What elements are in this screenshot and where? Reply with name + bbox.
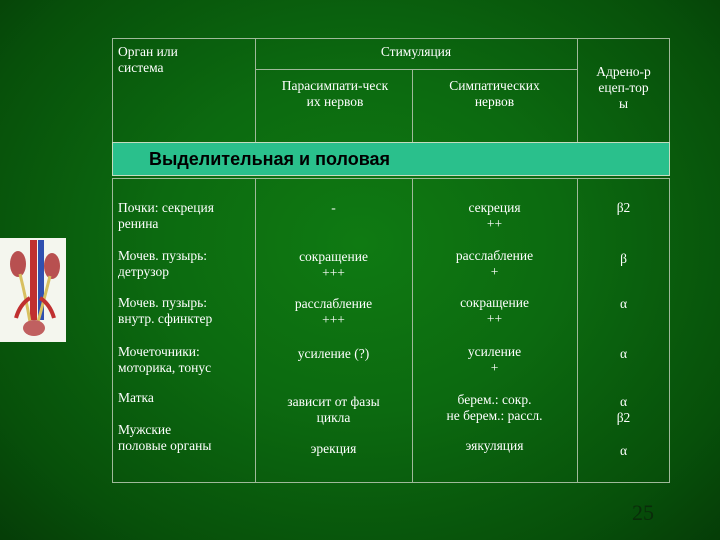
section-title: Выделительная и половая: [149, 149, 391, 169]
row-6-receptor: α: [619, 443, 628, 458]
autonomic-effects-table: [112, 38, 670, 483]
row-4-receptor: α: [619, 346, 628, 361]
row-1-receptor: β2: [616, 200, 631, 215]
row-5-organ: Матка: [118, 390, 154, 405]
row-5-receptor: α β2: [616, 394, 631, 425]
row-2-receptor: β: [620, 251, 627, 266]
row-6-para: эрекция: [310, 441, 357, 456]
section-band: [112, 142, 670, 176]
row-3-para: расслабление +++: [294, 296, 373, 327]
row-3-organ: Мочев. пузырь: внутр. сфинктер: [118, 295, 213, 326]
row-2-symp: расслабление +: [455, 248, 534, 279]
row-1-para: -: [331, 200, 336, 215]
row-2-organ: Мочев. пузырь: детрузор: [118, 248, 208, 279]
row-1-organ: Почки: секреция ренина: [118, 200, 214, 231]
row-4-symp: усиление +: [467, 344, 522, 375]
row-3-symp: сокращение ++: [460, 295, 529, 326]
row-6-symp: эякуляция: [465, 438, 524, 453]
header-parasympathetic: Парасимпати-ческ их нервов: [281, 78, 389, 109]
urinary-system-illustration: [0, 238, 66, 342]
row-1-symp: секреция ++: [468, 200, 521, 231]
header-organ: Орган или система: [118, 44, 178, 75]
row-6-organ: Мужские половые органы: [118, 422, 212, 453]
row-4-organ: Мочеточники: моторика, тонус: [118, 344, 212, 375]
page-number: 25: [632, 500, 654, 525]
header-adrenoreceptors: Адрено-р ецеп-тор ы: [596, 64, 651, 111]
header-sympathetic: Симпатических нервов: [449, 78, 540, 109]
header-stimulation: Стимуляция: [380, 44, 452, 59]
row-4-para: усиление (?): [297, 346, 370, 361]
row-2-para: сокращение +++: [299, 249, 368, 280]
row-5-para: зависит от фазы цикла: [287, 394, 380, 425]
row-5-symp: берем.: сокр. не берем.: рассл.: [446, 392, 543, 423]
row-3-receptor: α: [619, 296, 628, 311]
